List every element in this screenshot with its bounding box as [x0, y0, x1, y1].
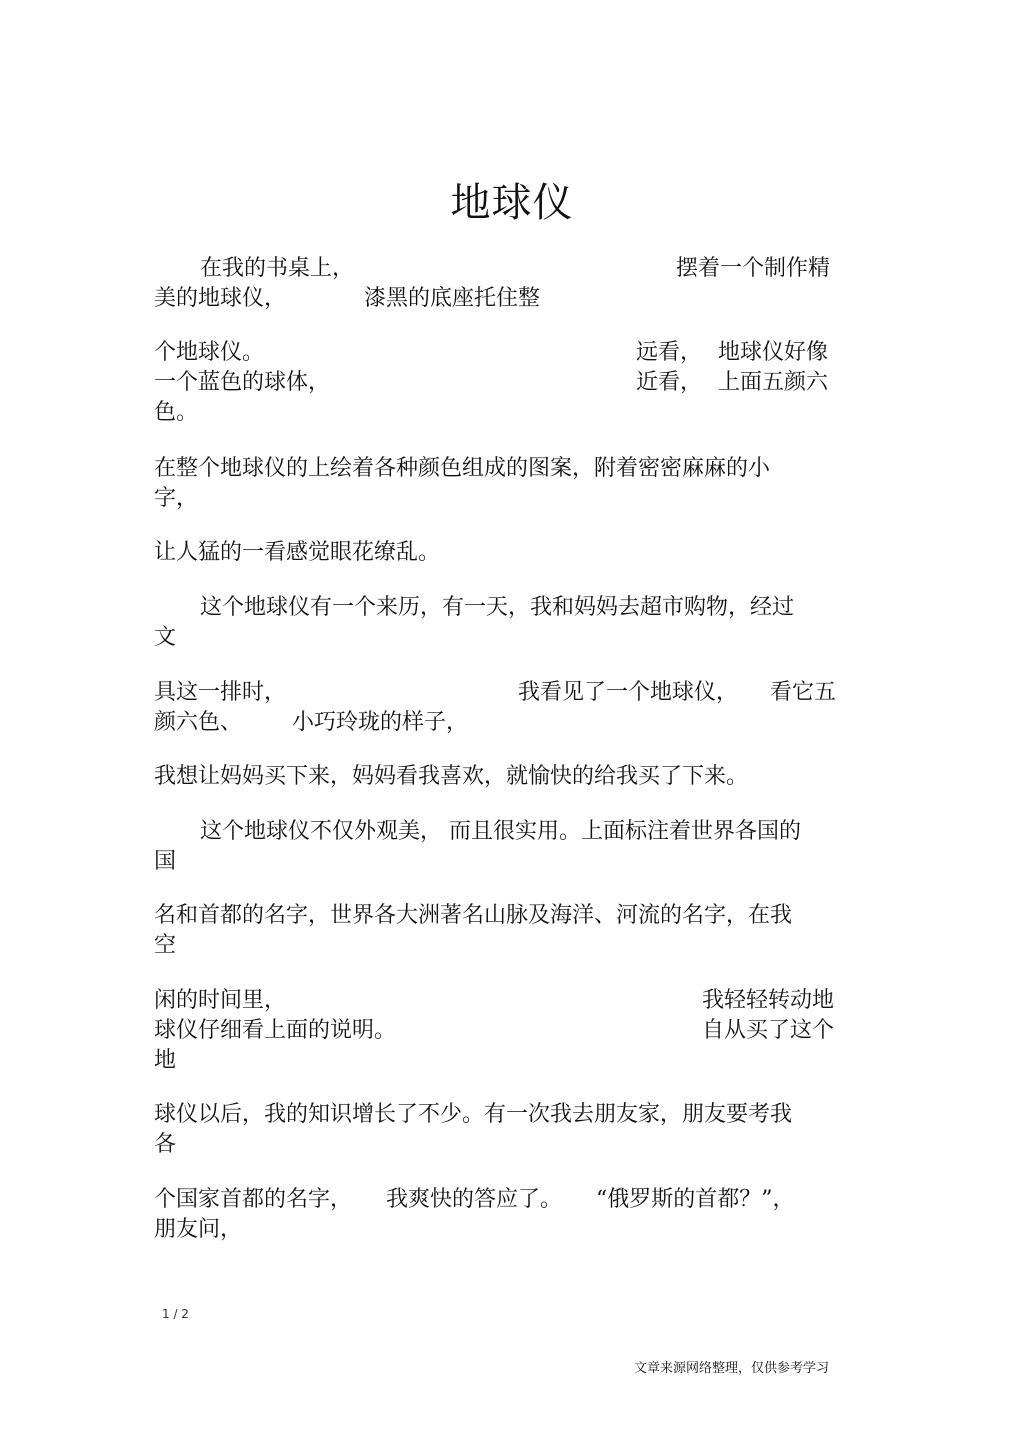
text-line: 个地球仪。 [154, 340, 265, 365]
text-line: 小巧玲珑的样子， [292, 710, 469, 735]
text-line: 我想让妈妈买下来，妈妈看我喜欢，就愉快的给我买了下来。 [154, 764, 749, 789]
text-line: 地 [154, 1048, 177, 1073]
text-line: 朋友问， [154, 1217, 243, 1242]
text-line: 色。 [154, 400, 199, 425]
page-title: 地球仪 [450, 179, 574, 226]
text-line: 在整个地球仪的上绘着各种颜色组成的图案，附着密密麻麻的小 [154, 456, 771, 481]
text-line: 字， [154, 486, 199, 511]
text-line: 国 [154, 849, 177, 874]
text-line: “俄罗斯的首都？”， [596, 1187, 795, 1212]
text-line: 闲的时间里， [154, 988, 287, 1013]
text-line: 文 [154, 625, 177, 650]
text-line: 我看见了一个地球仪， [518, 680, 739, 705]
text-line: 远看， [636, 340, 703, 365]
text-line: 各 [154, 1132, 177, 1157]
text-line: 漆黑的底座托住整 [364, 286, 541, 311]
text-line: 上面五颜六 [718, 370, 829, 395]
text-line: 个国家首都的名字， [154, 1187, 353, 1212]
text-line: 自从买了这个 [702, 1018, 835, 1043]
text-line: 我轻轻转动地 [702, 988, 835, 1013]
text-line: 这个地球仪不仅外观美， 而且很实用。上面标注着世界各国的 [200, 819, 801, 844]
text-line: 颜六色、 [154, 710, 243, 735]
text-line: 球仪仔细看上面的说明。 [154, 1018, 397, 1043]
page-number: 1 / 2 [162, 1307, 189, 1321]
text-line: 看它五 [770, 680, 837, 705]
text-line: 美的地球仪， [154, 286, 287, 311]
text-line: 我爽快的答应了。 [386, 1187, 563, 1212]
text-line: 名和首都的名字，世界各大洲著名山脉及海洋、河流的名字，在我 [154, 903, 793, 928]
text-line: 一个蓝色的球体， [154, 370, 331, 395]
text-line: 这个地球仪有一个来历，有一天，我和妈妈去超市购物，经过 [200, 595, 795, 620]
footer-note: 文章来源网络整理，仅供参考学习 [634, 1361, 830, 1376]
text-line: 具这一排时， [154, 680, 287, 705]
text-line: 空 [154, 933, 177, 958]
text-line: 近看， [636, 370, 703, 395]
text-line: 让人猛的一看感觉眼花缭乱。 [154, 540, 441, 565]
text-line: 摆着一个制作精 [676, 256, 831, 281]
text-line: 在我的书桌上， [200, 256, 355, 281]
text-line: 地球仪好像 [718, 340, 829, 365]
text-line: 球仪以后，我的知识增长了不少。有一次我去朋友家，朋友要考我 [154, 1102, 793, 1127]
